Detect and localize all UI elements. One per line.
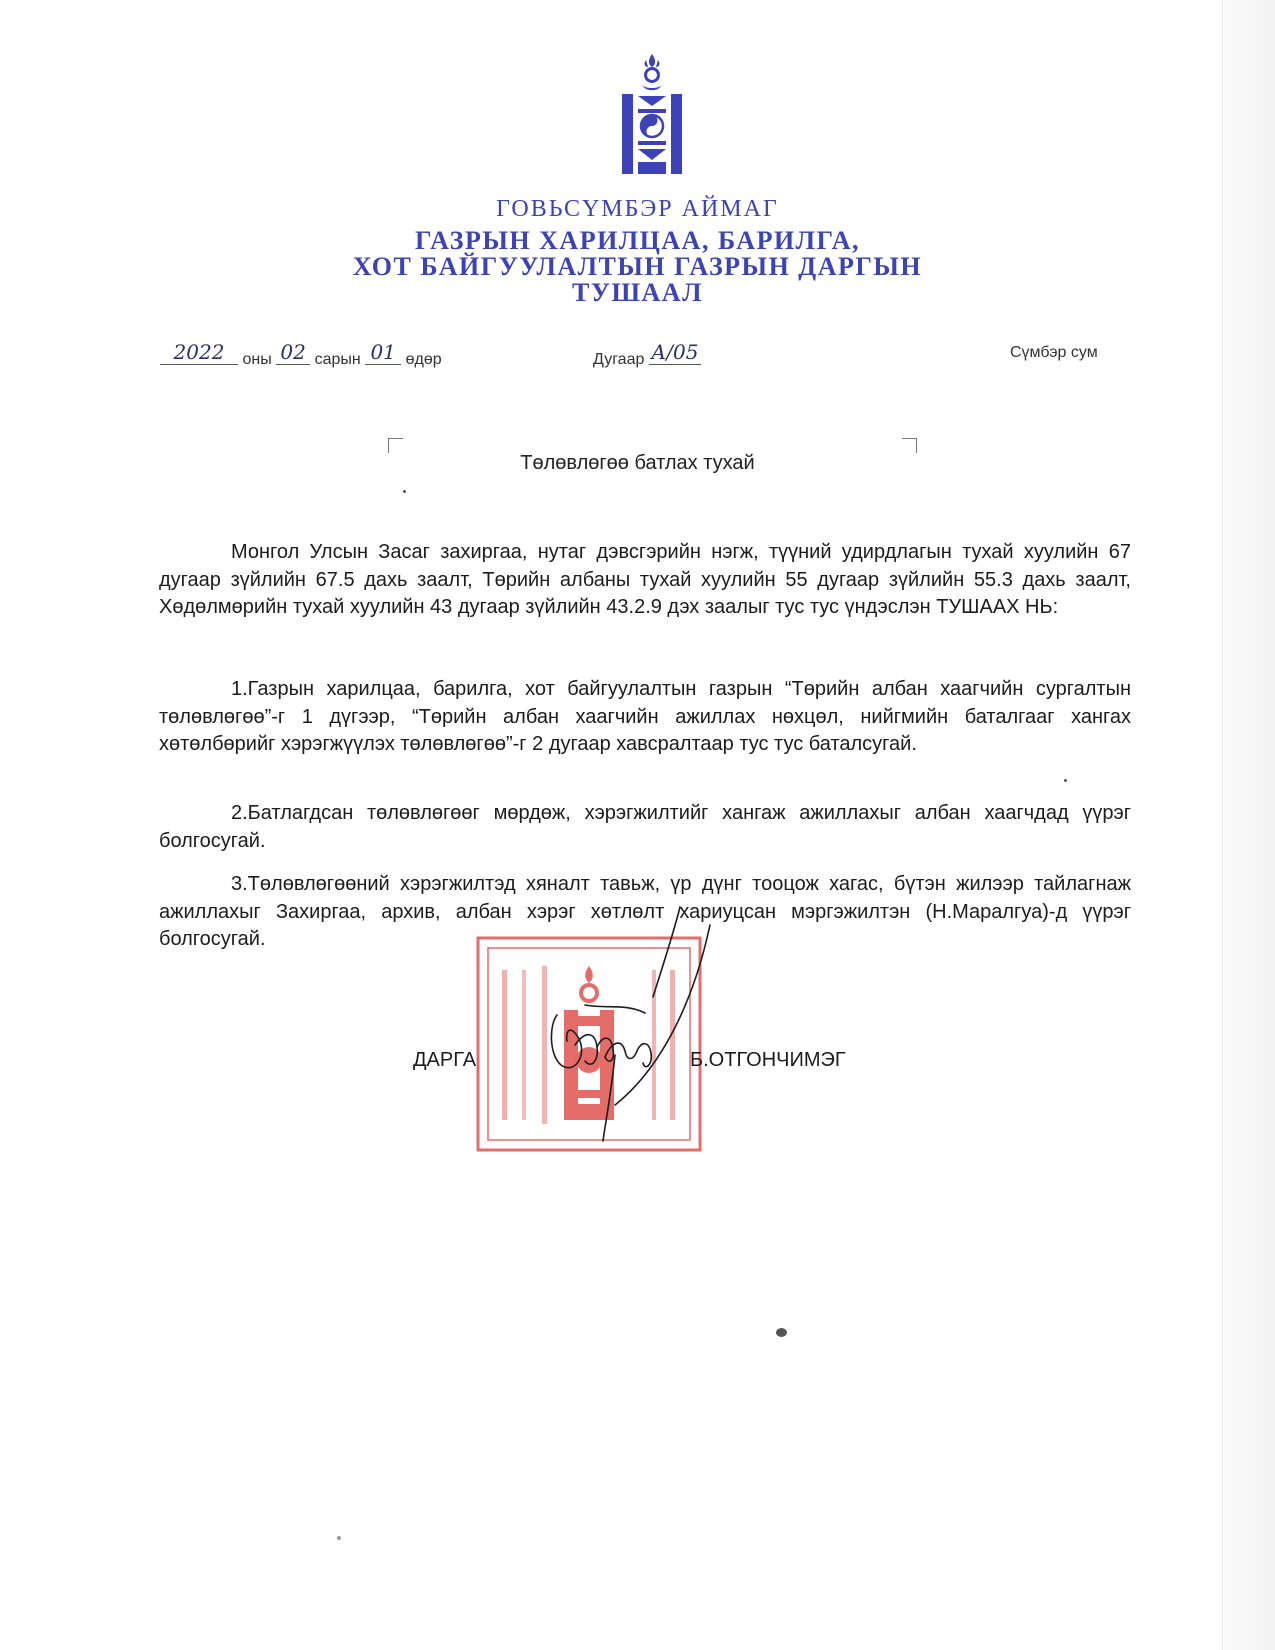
scan-speck (1064, 779, 1067, 782)
subject-corner-left (388, 438, 403, 453)
order-number-line (593, 340, 701, 369)
signatory-title: ДАРГА (413, 1049, 477, 1071)
order-number: А/05 (649, 340, 701, 365)
order-item-2: 2.Батлагдсан төлөвлөгөөг мөрдөж, хэрэгжилтийг хангаж ажиллахыг албан хаагчдад үүрэг болгосугай. (159, 802, 1131, 852)
scan-speck (337, 1536, 341, 1540)
order-item-3: 3.Төлөвлөгөөний хэрэгжилтэд хяналт тавьж, үр дүнг тооцож хагас, бүтэн жилээр тайлагнаж ажиллахыг Захиргаа, архив, албан хэрэг хөтлөлт хариуцсан мэргэжилтэн (Н.Маралгуа)-д үүрэг болгосугай. (159, 873, 1131, 950)
handwritten-signature (545, 905, 735, 1145)
subject-corner-right (902, 438, 917, 453)
soyombo-emblem (620, 52, 684, 177)
order-item-1: 1.Газрын харилцаа, барилга, хот байгуулалтын газрын “Төрийн албан хаагчийн сургалтын төлөвлөгөө”-г 1 дүгээр, “Төрийн албан хаагчийн ажиллах нөхцөл, нийгмийн баталгааг хангах хөтөлбөрийг хэрэгжүүлэх төлөвлөгөө”-г 2 дугаар хавсралтаар тус тус баталсугай. (159, 678, 1131, 755)
order-title-line-3: ТУШААЛ (572, 278, 703, 307)
order-title-line-1: ГАЗРЫН ХАРИЛЦАА, БАРИЛГА, (414, 226, 861, 255)
signatory-name: Б.ОТГОНЧИМЭГ (690, 1049, 846, 1071)
order-title-line-2: ХОТ БАЙГУУЛАЛТЫН ГАЗРЫН ДАРГЫН (352, 252, 923, 281)
preamble-paragraph: Монгол Улсын Засаг захиргаа, нутаг дэвсгэрийн нэгж, түүний удирдлагын тухай хуулийн 67 дугаар зүйлийн 67.5 дахь заалт, Төрийн албаны тухай хуулийн 55 дугаар зүйлийн 55.3 дахь заалт, Хөдөлмөрийн тухай хуулийн 43 дугаар зүйлийн 43.2.9 дэх заалыг тус тус үндэслэн ТУШААХ НЬ: (159, 541, 1131, 618)
date-month: 02 (276, 340, 310, 365)
day-suffix: өдөр (405, 351, 442, 368)
month-suffix: сарын (314, 351, 361, 368)
org-line: ГОВЬСҮМБЭР АЙМАГ (496, 196, 779, 222)
order-subject: Төлөвлөгөө батлах тухай (520, 452, 755, 474)
year-suffix: оны (242, 351, 272, 368)
scan-speck (776, 1328, 787, 1337)
date-year: 2022 (160, 340, 238, 365)
date-day: 01 (365, 340, 401, 365)
date-line (160, 340, 442, 369)
location: Сүмбэр сум (1010, 344, 1098, 361)
order-number-label: Дугаар (593, 351, 645, 368)
scan-speck (403, 490, 406, 493)
